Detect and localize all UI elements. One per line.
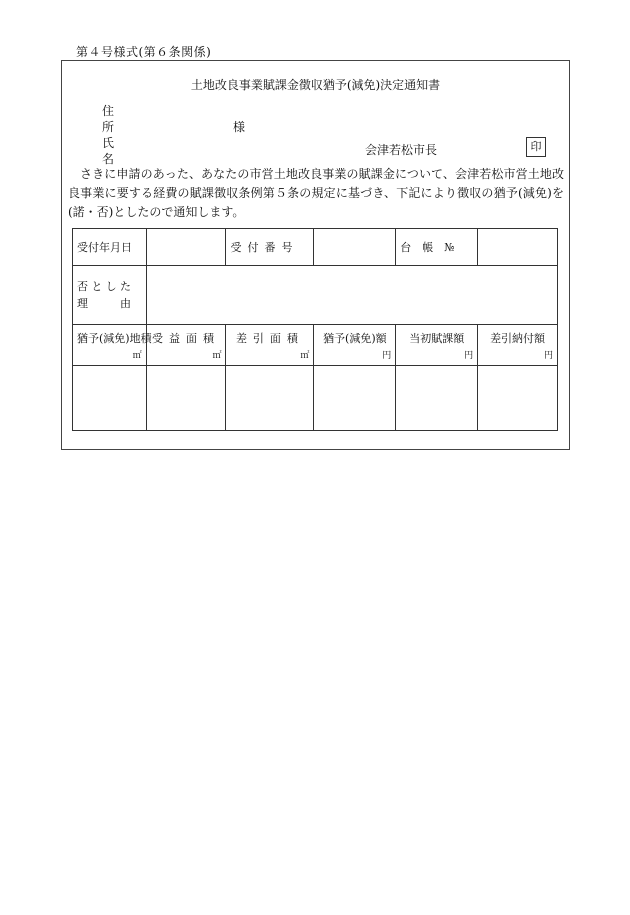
reason-line1-char: と bbox=[91, 280, 103, 293]
table-row bbox=[73, 325, 558, 366]
reason-value[interactable] bbox=[146, 266, 557, 325]
col-header-deferred-area: 猶予(減免)地積 ㎡ bbox=[73, 325, 147, 366]
honorific: 様 bbox=[233, 120, 246, 134]
reason-line1-char: 否 bbox=[77, 280, 88, 293]
ledger-no-value[interactable] bbox=[478, 229, 558, 266]
reason-line1-char: た bbox=[119, 280, 131, 293]
mayor-title: 会津若松市長 bbox=[365, 143, 438, 157]
name-label: 氏 名 bbox=[102, 136, 147, 166]
net-payment-value[interactable] bbox=[478, 366, 558, 431]
received-number-value[interactable] bbox=[314, 229, 396, 266]
notice-body: さきに申請のあった、あなたの市営土地改良事業の賦課金について、会津若松市営土地改良事業に要する経費の賦課徴収条例第５条の規定に基づき、下記により徴収の猶予(減免)を(諾・否)としたので通知します。 bbox=[68, 167, 564, 219]
reason-label bbox=[73, 266, 147, 325]
col-header-net-area: 差引面積 ㎡ bbox=[226, 325, 314, 366]
benefit-area-value[interactable] bbox=[146, 366, 226, 431]
table-row bbox=[73, 366, 558, 431]
deferred-area-value[interactable] bbox=[73, 366, 147, 431]
reason-label-line2 bbox=[77, 295, 131, 312]
reason-label-line1 bbox=[77, 278, 131, 295]
table-row bbox=[73, 229, 558, 266]
received-number-label: 受付番号 bbox=[226, 229, 314, 266]
col-header-deferred-amount: 猶予(減免)額 円 bbox=[314, 325, 396, 366]
address-label: 住 所 bbox=[102, 104, 147, 134]
reason-line2-char: 理 bbox=[77, 297, 88, 310]
col-header-net-payment: 差引納付額 円 bbox=[478, 325, 558, 366]
col-header-initial-levy: 当初賦課額 円 bbox=[396, 325, 478, 366]
table-row bbox=[73, 266, 558, 325]
addressee-block bbox=[102, 103, 246, 167]
seal-box: 印 bbox=[526, 137, 546, 157]
form-number: 第４号様式(第６条関係) bbox=[76, 45, 212, 59]
reason-line2-char: 由 bbox=[120, 297, 131, 310]
received-date-value[interactable] bbox=[146, 229, 226, 266]
ledger-no-label: 台 帳 № bbox=[396, 229, 478, 266]
document-title: 土地改良事業賦課金徴収猶予(減免)決定通知書 bbox=[190, 78, 441, 92]
notice-frame bbox=[61, 60, 570, 450]
reason-line1-char: し bbox=[105, 280, 117, 293]
details-table bbox=[72, 228, 558, 431]
deferred-amount-value[interactable] bbox=[314, 366, 396, 431]
col-header-benefit-area: 受益面積 ㎡ bbox=[146, 325, 226, 366]
received-date-label: 受付年月日 bbox=[73, 229, 147, 266]
net-area-value[interactable] bbox=[226, 366, 314, 431]
initial-levy-value[interactable] bbox=[396, 366, 478, 431]
